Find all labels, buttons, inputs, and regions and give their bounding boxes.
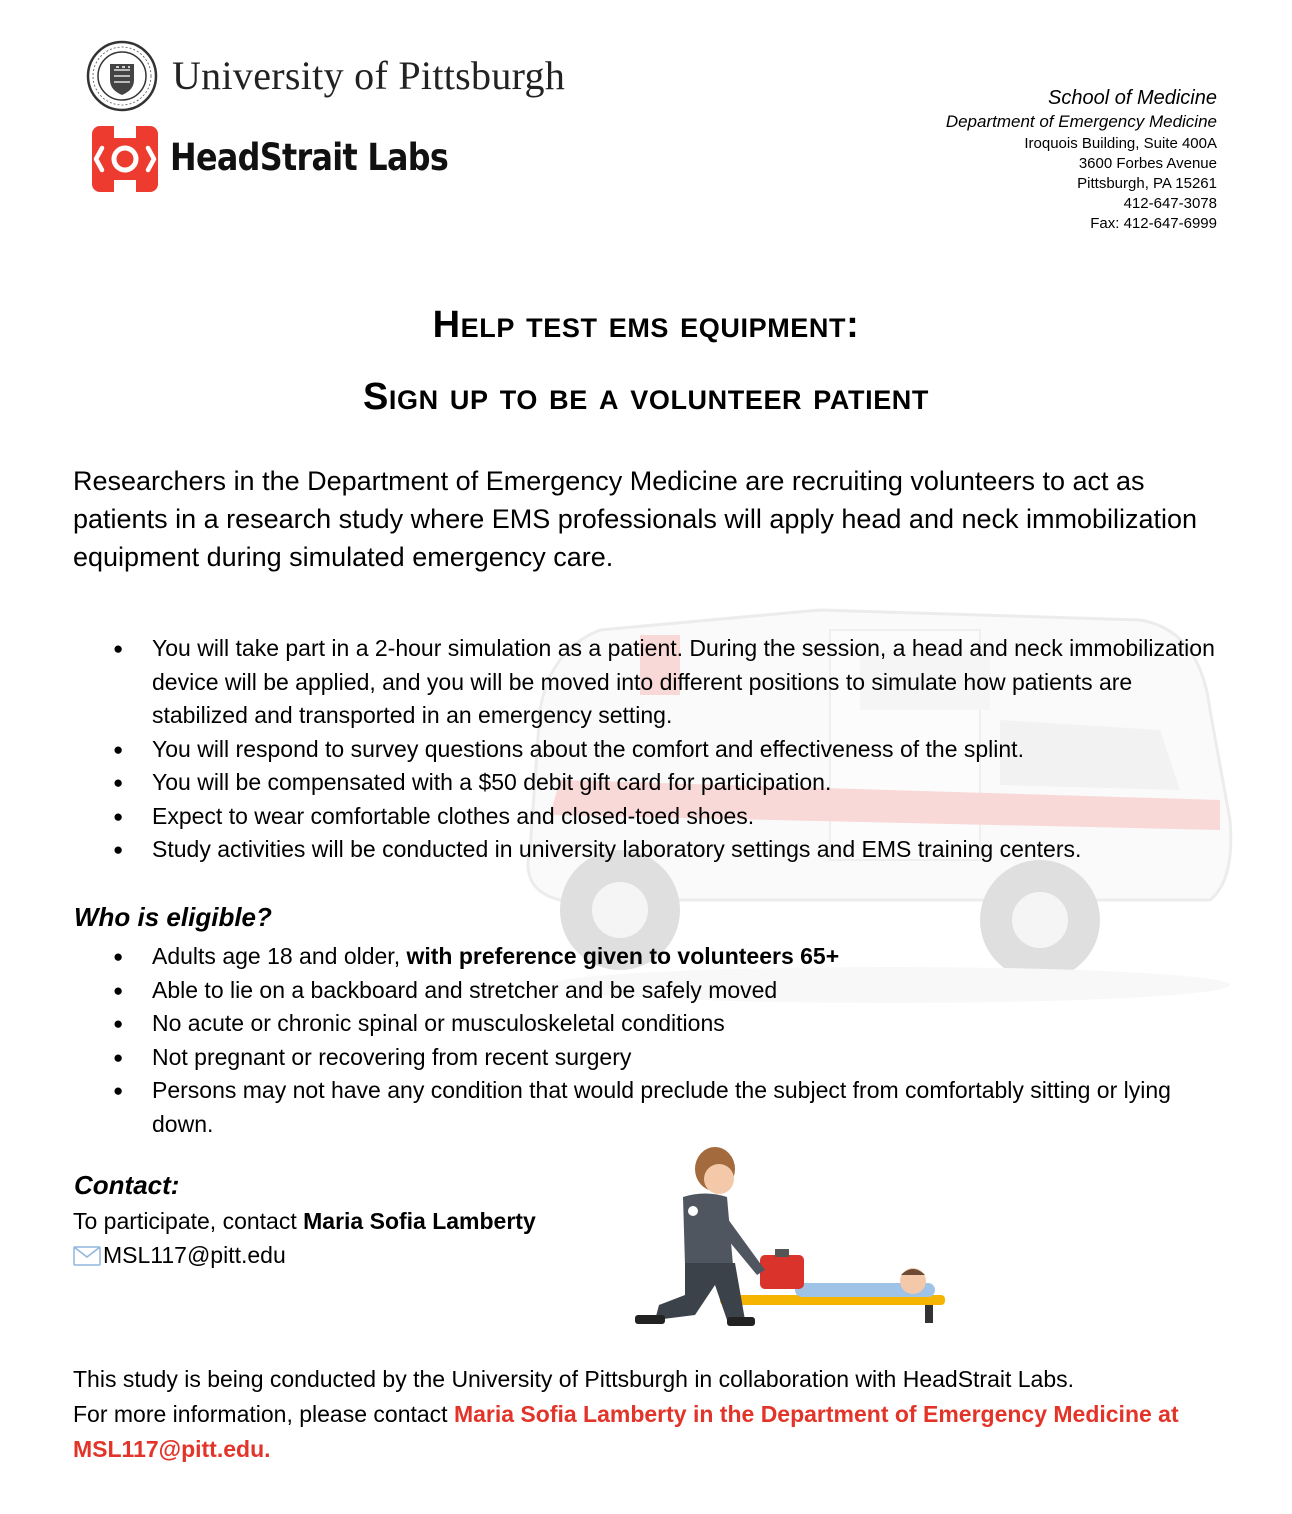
list-item: ● Study activities will be conducted in university laboratory settings and EMS training centers. <box>75 833 1225 867</box>
envelope-icon <box>73 1246 101 1266</box>
department-name: Department of Emergency Medicine <box>945 112 1217 131</box>
bullet-icon: ● <box>113 980 124 1000</box>
list-item: ● You will respond to survey questions about the comfort and effectiveness of the splint. <box>75 733 1225 767</box>
study-details-list <box>75 632 1225 867</box>
address-block <box>946 86 1217 234</box>
contact-heading: Contact: <box>74 1170 180 1200</box>
headstrait-logo-icon <box>92 126 158 192</box>
bullet-icon: ● <box>113 947 124 966</box>
contact-name: Maria Sofia Lamberty <box>303 1208 536 1234</box>
list-item: ● Persons may not have any condition that would preclude the subject from comfortably sitting or lying down. <box>75 1074 1225 1141</box>
bullet-icon: ● <box>113 1081 124 1100</box>
lab-name: HeadStrait Labs <box>170 136 449 179</box>
bullet-icon: ● <box>113 840 124 859</box>
address-city: Pittsburgh, PA 15261 <box>1077 175 1217 192</box>
footer-line-2: For more information, please contact Maria Sofia Lamberty in the Department of Emergency Medicine at MSL117@pitt.edu. <box>73 1401 1179 1462</box>
university-seal-logo <box>86 40 158 112</box>
university-name: University of Pittsburgh <box>172 53 566 98</box>
page-title-line-1: Help test ems equipment: <box>432 304 860 346</box>
eligibility-list <box>75 940 1225 1141</box>
contact-email-line[interactable] <box>73 1242 286 1269</box>
address-phone: 412-647-3078 <box>1123 195 1217 212</box>
footer-line-1: This study is being conducted by the University of Pittsburgh in collaboration with HeadStrait Labs. <box>73 1366 1075 1392</box>
list-item: ● You will be compensated with a $50 debit gift card for participation. <box>75 766 1225 800</box>
school-name: School of Medicine <box>1048 87 1217 109</box>
address-street: 3600 Forbes Avenue <box>1078 155 1217 172</box>
bullet-icon: ● <box>113 806 124 826</box>
list-item: ● No acute or chronic spinal or musculoskeletal conditions <box>75 1007 1225 1041</box>
address-building: Iroquois Building, Suite 400A <box>1024 135 1217 152</box>
bullet-icon: ● <box>113 739 124 759</box>
list-item: ● Able to lie on a backboard and stretcher and be safely moved <box>75 974 1225 1008</box>
contact-line: To participate, contact Maria Sofia Lamberty <box>73 1208 536 1234</box>
footer-note <box>73 1362 1223 1467</box>
bullet-icon: ● <box>113 773 124 792</box>
list-item: ● Not pregnant or recovering from recent surgery <box>75 1041 1225 1075</box>
intro-paragraph: Researchers in the Department of Emergency Medicine are recruiting volunteers to act as patients in a research study where EMS professionals will apply head and neck immobilization equipment during simulated emergency care. <box>73 466 1198 572</box>
paramedic-illustration <box>615 1145 955 1335</box>
bullet-icon: ● <box>113 1047 124 1067</box>
list-item: ● Expect to wear comfortable clothes and closed-toed shoes. <box>75 800 1225 834</box>
page-title-line-2: Sign up to be a volunteer patient <box>362 376 929 418</box>
list-item: ● You will take part in a 2-hour simulation as a patient. During the session, a head and neck immobilization device will be applied, and you will be moved into different positions to simulate how patients are stabilized and transported in an emergency setting. <box>75 632 1225 733</box>
eligibility-heading: Who is eligible? <box>74 902 272 932</box>
footer-contact-highlight[interactable]: Maria Sofia Lamberty in the Department of Emergency Medicine at MSL117@pitt.edu. <box>73 1401 1179 1462</box>
address-fax: Fax: 412-647-6999 <box>1090 215 1217 232</box>
bullet-icon: ● <box>113 1014 124 1033</box>
list-item: ● Adults age 18 and older, with preference given to volunteers 65+ <box>75 940 1225 974</box>
contact-email-link[interactable]: MSL117@pitt.edu <box>103 1242 286 1268</box>
bullet-icon: ● <box>113 639 124 658</box>
